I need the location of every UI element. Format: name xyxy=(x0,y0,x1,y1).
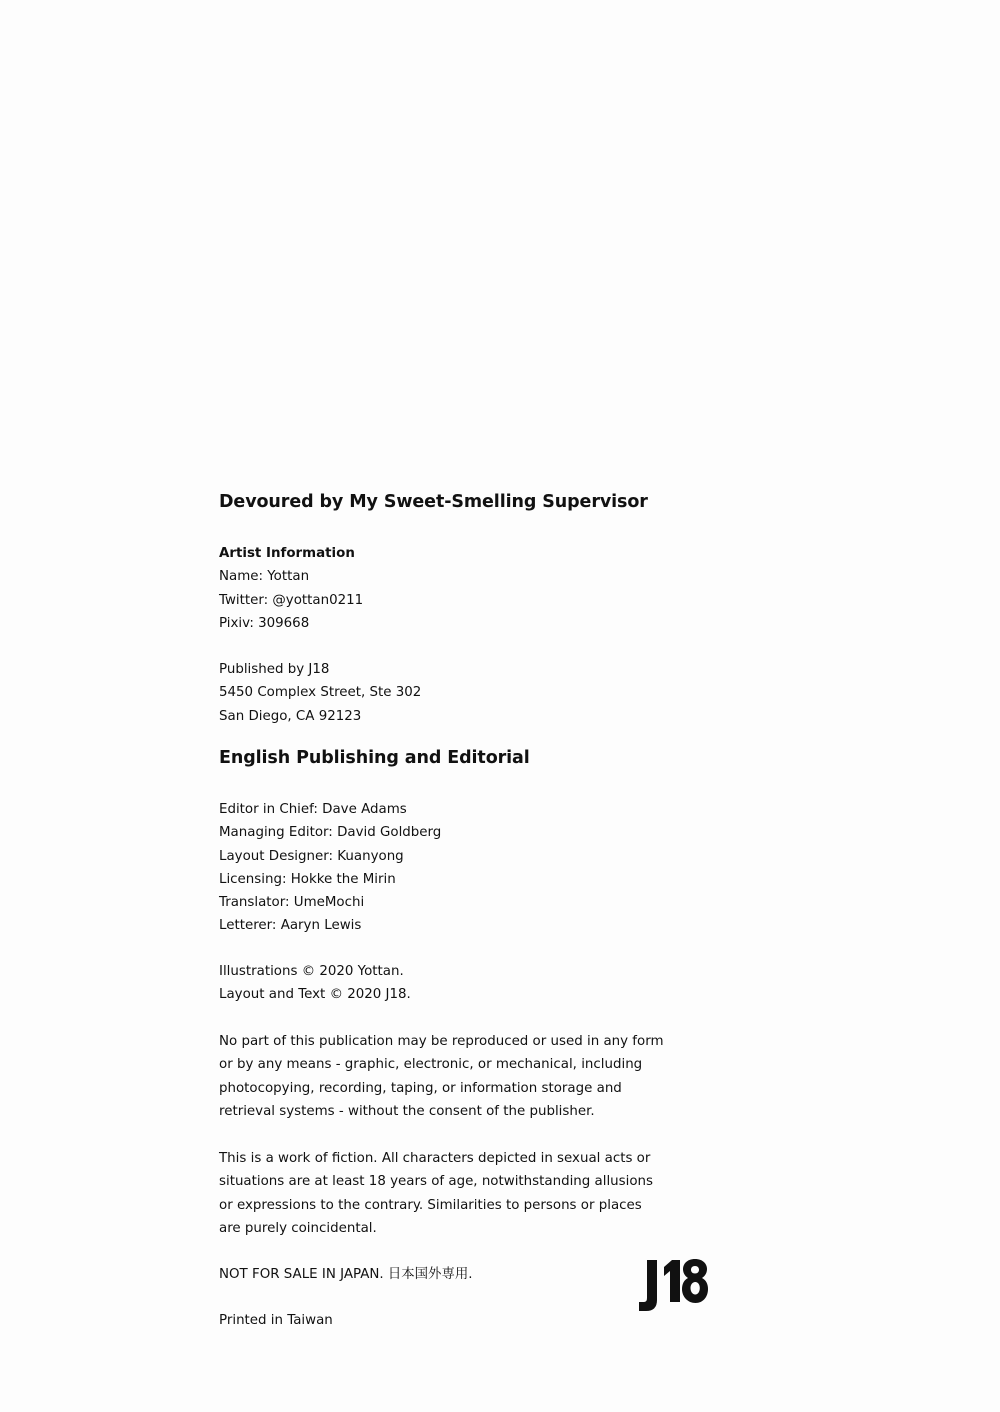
artist-info-section xyxy=(219,542,363,635)
credit-line: Editor in Chief: Dave Adams xyxy=(219,802,407,817)
publisher-street: 5450 Complex Street, Ste 302 xyxy=(219,685,422,701)
book-title: Devoured by My Sweet-Smelling Supervisor xyxy=(219,492,648,512)
fiction-line: This is a work of fiction. All characters depicted in sexual acts or xyxy=(219,1151,651,1166)
rights-line: photocopying, recording, taping, or information storage and xyxy=(219,1080,622,1096)
credit-line: Licensing: Hokke the Mirin xyxy=(219,871,396,887)
not-for-sale-notice xyxy=(219,1263,473,1286)
credit-line: Layout Designer: Kuanyong xyxy=(219,848,404,864)
editorial-credits xyxy=(219,798,441,938)
printed-notice xyxy=(219,1309,333,1332)
publisher-section xyxy=(219,658,421,728)
printed-text: Printed in Taiwan xyxy=(219,1313,333,1328)
artist-name: Name: Yottan xyxy=(219,569,310,585)
not-for-sale-text: NOT FOR SALE IN JAPAN. 日本国外専用. xyxy=(219,1267,473,1282)
publisher-name: Published by J18 xyxy=(219,662,330,677)
rights-notice xyxy=(219,1030,664,1123)
j18-logo xyxy=(637,1256,709,1314)
copyright-section xyxy=(219,960,411,1007)
fiction-line: or expressions to the contrary. Similarities to persons or places xyxy=(219,1197,642,1213)
artist-twitter: Twitter: @yottan0211 xyxy=(219,592,364,608)
fiction-disclaimer xyxy=(219,1147,653,1240)
credit-line: Managing Editor: David Goldberg xyxy=(219,825,442,841)
rights-line: retrieval systems - without the consent of the publisher. xyxy=(219,1103,595,1119)
fiction-line: are purely coincidental. xyxy=(219,1220,377,1236)
copyright-illustrations: Illustrations © 2020 Yottan. xyxy=(219,964,404,979)
editorial-heading: English Publishing and Editorial xyxy=(219,748,530,768)
rights-line: or by any means - graphic, electronic, or mechanical, including xyxy=(219,1057,643,1073)
publisher-city: San Diego, CA 92123 xyxy=(219,708,362,724)
artist-info-heading: Artist Information xyxy=(219,546,355,561)
fiction-line: situations are at least 18 years of age, notwithstanding allusions xyxy=(219,1174,654,1190)
rights-line: No part of this publication may be reproduced or used in any form xyxy=(219,1034,664,1049)
credit-line: Letterer: Aaryn Lewis xyxy=(219,918,362,934)
credit-line: Translator: UmeMochi xyxy=(219,895,365,911)
copyright-layout: Layout and Text © 2020 J18. xyxy=(219,987,411,1003)
artist-pixiv: Pixiv: 309668 xyxy=(219,615,310,631)
